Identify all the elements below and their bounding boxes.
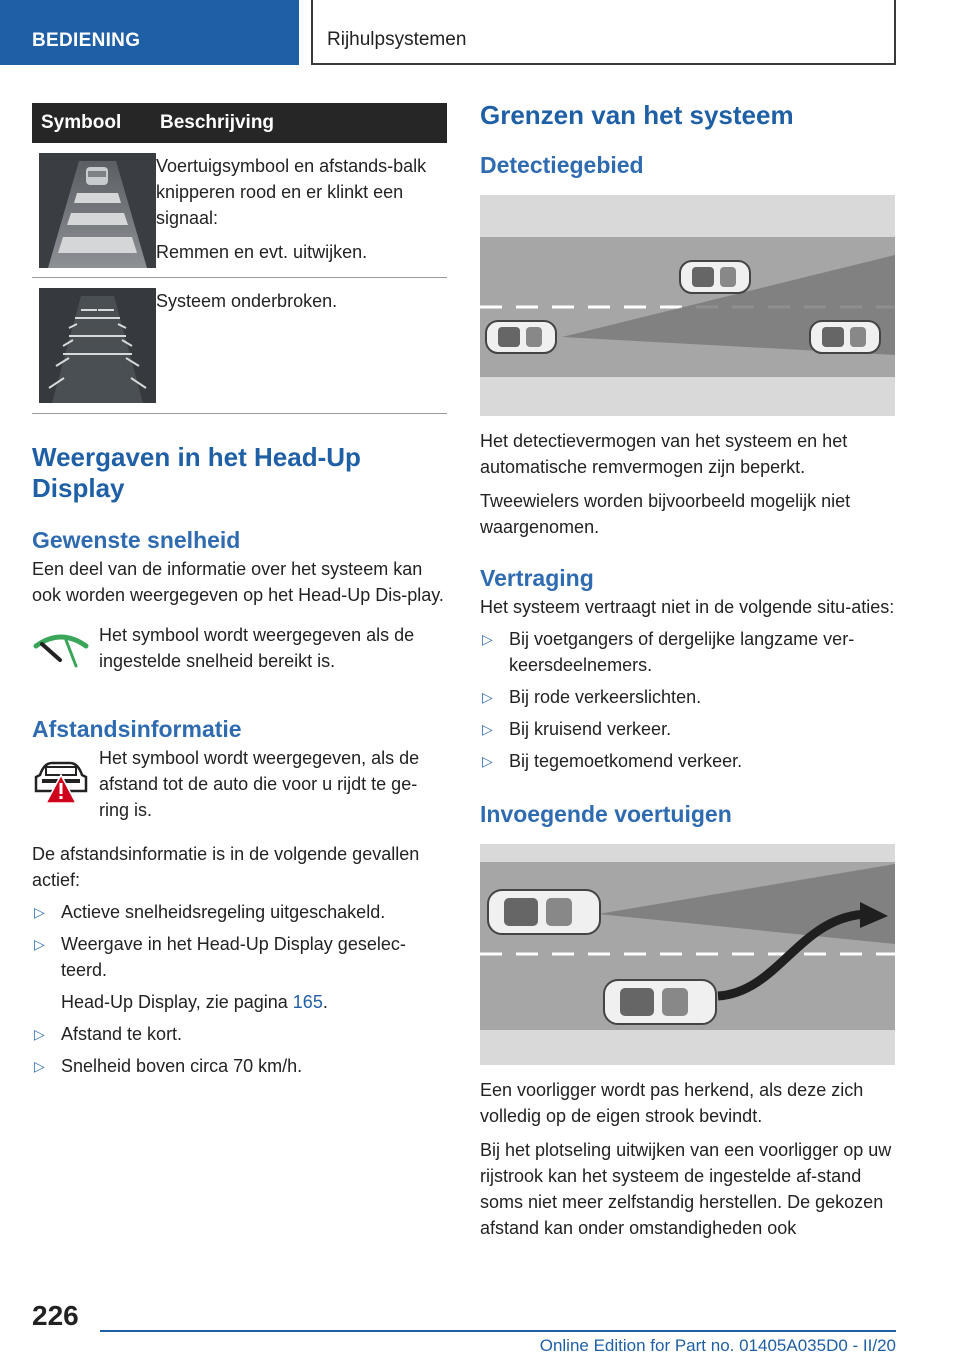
detection-area-heading: Detectiegebied [480,152,644,178]
right-column [480,100,895,1241]
page-link[interactable]: 165 [292,992,323,1012]
distance-info-heading: Afstandsinformatie [32,716,242,742]
distance-symbol-row [32,745,447,823]
distance-conditions-list [32,899,447,1079]
bullet-triangle-icon: ▷ [482,689,493,705]
hud-heading: Weergaven in het Head-Up Display [32,442,361,503]
list-item: ▷ Snelheid boven circa 70 km/h. [32,1053,447,1079]
desired-speed-intro: Een deel van de informatie over het systeem kan ook worden weergegeven op het Head-Up Dis-play. [32,559,444,605]
table-header-symbol: Symbool [41,112,122,133]
table-header [32,103,447,143]
distance-warning-icon [32,745,90,823]
list-item: ▷ Afstand te kort. [32,1021,447,1047]
bullet-triangle-icon: ▷ [34,1058,45,1074]
delay-lead: Het systeem vertraagt niet in de volgende situ-aties: [480,597,895,617]
speed-symbol-row [32,622,447,685]
list-item: ▷ Bij kruisend verkeer. [480,716,895,742]
speed-reached-icon [32,622,90,685]
bullet-triangle-icon: ▷ [482,721,493,737]
list-item: ▷ Bij rode verkeerslichten. [480,684,895,710]
system-limits-heading: Grenzen van het systeem [480,100,794,130]
chapter-tab [311,0,896,65]
row-2-text: Systeem onderbroken. [156,291,338,311]
section-title: BEDIENING [32,30,141,51]
distance-symbol-text: Het symbool wordt weergegeven, als de afstand tot de auto die voor u rijdt te ge-ring is. [99,748,420,820]
merging-text-1: Een voorligger wordt pas herkend, als deze zich volledig op de eigen strook bevindt. [480,1080,864,1126]
list-item: ▷ Actieve snelheidsregeling uitgeschakeld. [32,899,447,925]
bullet-triangle-icon: ▷ [34,904,45,920]
row-1-text-1: Voertuigsymbool en afstands-balk knipperen rood en er klinkt een signaal: [156,156,427,228]
merging-text-2: Bij het plotseling uitwijken van een voorligger op uw rijstrook kan het systeem de ingestelde af-stand soms niet meer zelfstandig herstellen. De gekozen afstand kan onder omstandigheden ook [480,1140,892,1238]
detection-text-2: Tweewielers worden bijvoorbeeld mogelijk niet waargenomen. [480,491,851,537]
car-icon [680,261,750,293]
bullet-triangle-icon: ▷ [482,631,493,647]
system-interrupted-symbol [39,288,156,403]
delay-situations-list [480,626,895,774]
chapter-title: Rijhulpsystemen [327,29,467,50]
delay-heading: Vertraging [480,565,594,591]
detection-text-1: Het detectievermogen van het systeem en het automatische remvermogen zijn beperkt. [480,431,848,477]
row-1-text-2: Remmen en evt. uitwijken. [156,242,368,262]
detection-area-illustration [480,195,895,416]
page-number: 226 [32,1300,79,1331]
list-item: ▷ Bij tegemoetkomend verkeer. [480,748,895,774]
vehicle-warning-symbol [39,153,156,268]
table-row [32,278,447,414]
distance-info-lead: De afstandsinformatie is in de volgende gevallen actief: [32,844,420,890]
list-item: ▷ Bij voetgangers of dergelijke langzame ver-keersdeelnemers. [480,626,895,678]
merging-vehicles-heading: Invoegende voertuigen [480,801,732,827]
bullet-triangle-icon: ▷ [34,1026,45,1042]
page-reference: Head-Up Display, zie pagina 165. [61,992,328,1012]
section-tab [0,0,299,65]
left-column [32,103,447,1079]
footer-divider [100,1330,896,1332]
desired-speed-heading: Gewenste snelheid [32,527,241,553]
table-header-description: Beschrijving [160,112,275,133]
bullet-triangle-icon: ▷ [34,936,45,952]
speed-symbol-text: Het symbool wordt weergegeven als de ingestelde snelheid bereikt is. [99,625,415,671]
symbol-table [32,103,447,414]
list-item: ▷ Weergave in het Head-Up Display geselec-teerd. Head-Up Display, zie pagina 165. [32,931,447,1015]
merging-vehicles-illustration [480,844,895,1065]
table-row [32,143,447,278]
edition-text: Online Edition for Part no. 01405A035D0 - II/20 [539,1336,896,1355]
bullet-triangle-icon: ▷ [482,753,493,769]
